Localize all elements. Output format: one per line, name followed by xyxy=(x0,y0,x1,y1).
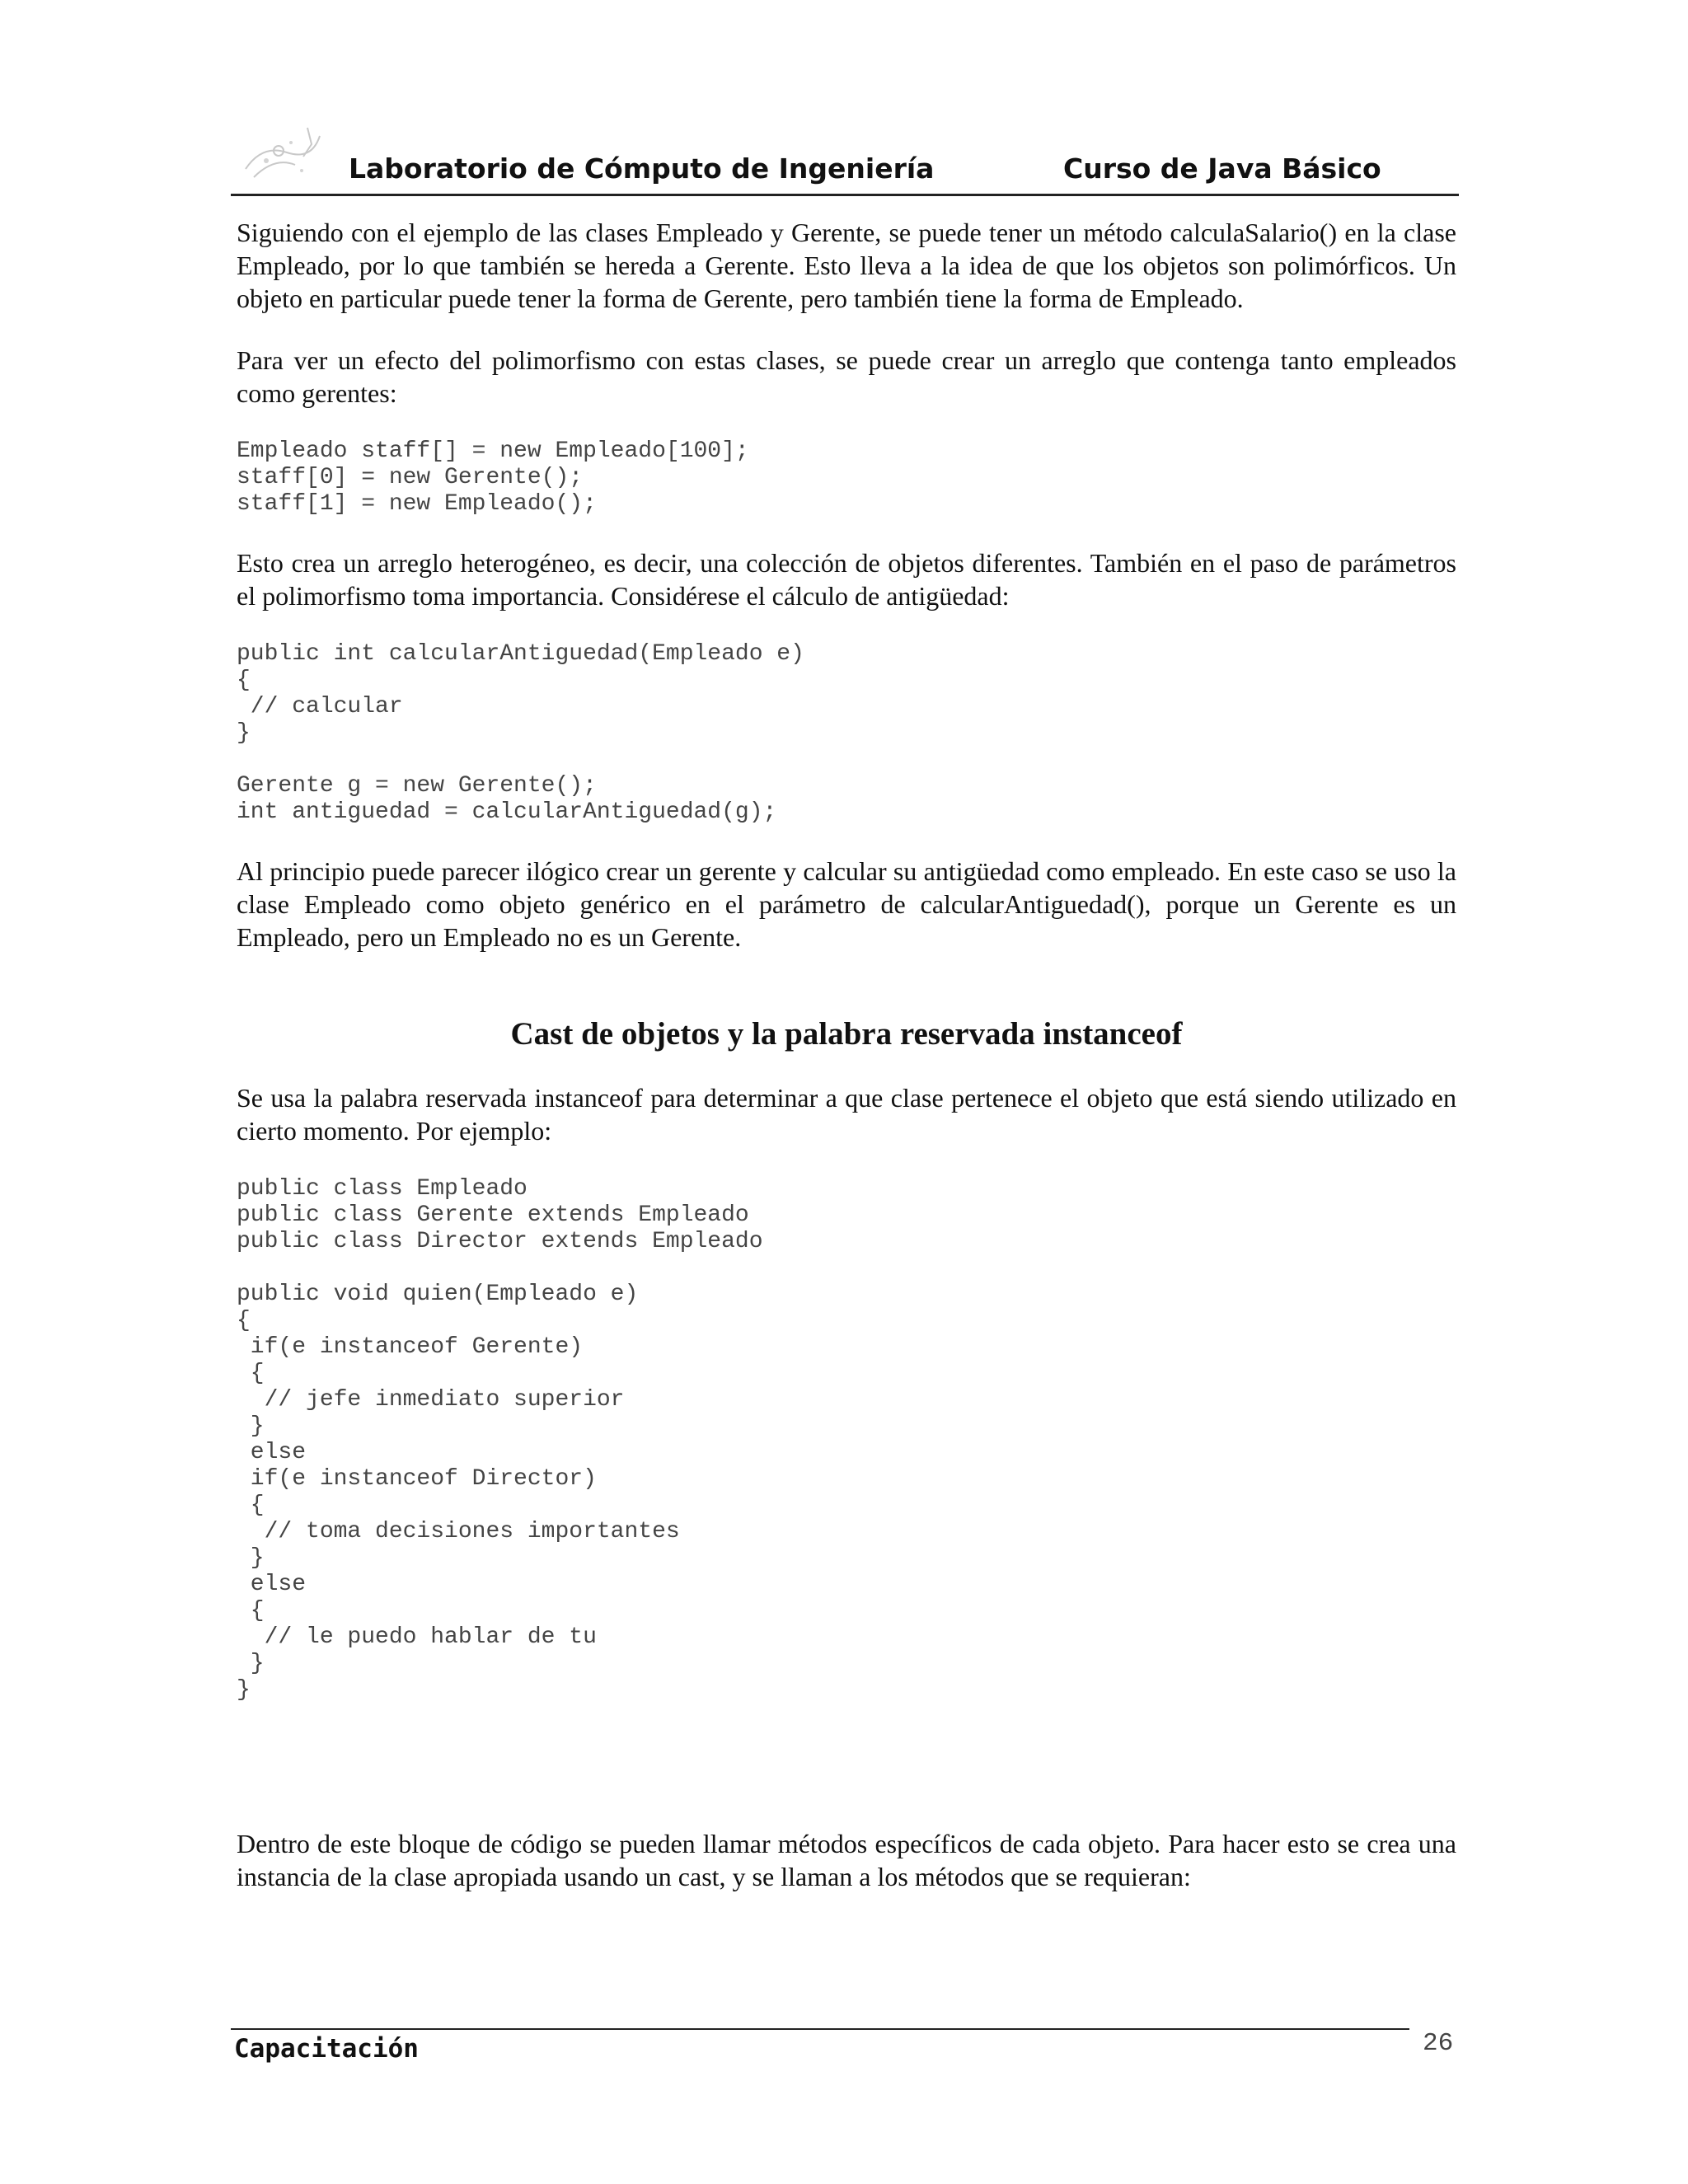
page-content xyxy=(237,216,1456,1893)
paragraph-polimorfismo-intro: Siguiendo con el ejemplo de las clases Empleado y Gerente, se puede tener un método calculaSalario() en la clase Empleado, por lo que también se hereda a Gerente. Esto lleva a la idea de que los objetos son polimórficos. Un objeto en particular puede tener la forma de Gerente, pero también tiene la forma de Empleado. xyxy=(237,218,1456,313)
paragraph-heterogeneo: Esto crea un arreglo heterogéneo, es decir, una colección de objetos diferentes. También en el paso de parámetros el polimorfismo toma importancia. Considérese el cálculo de antigüedad: xyxy=(237,548,1456,611)
footer-label: Capacitación xyxy=(234,2034,419,2064)
page-number: 26 xyxy=(1423,2029,1454,2058)
paragraph-instanceof: Se usa la palabra reservada instanceof para determinar a que clase pertenece el objeto que está siendo utilizado en cierto momento. Por ejemplo: xyxy=(237,1083,1456,1146)
footer-divider xyxy=(231,2028,1409,2030)
section-heading-instanceof: Cast de objetos y la palabra reservada instanceof xyxy=(510,1016,1183,1052)
code-block-staff: Empleado staff[] = new Empleado[100]; staff[0] = new Gerente(); staff[1] = new Empleado(); xyxy=(237,438,749,517)
header-left-title: Laboratorio de Cómputo de Ingeniería xyxy=(349,152,935,185)
code-block-quien: public class Empleado public class Gerente extends Empleado public class Director extends Empleado public void quien(Empleado e) { if(e instanceof Gerente) { // jefe inmediato superior } else if(e instanceof Director) { // toma decisiones importantes } else { // le puedo hablar de tu } } xyxy=(237,1176,763,1703)
paragraph-ilogico: Al principio puede parecer ilógico crear un gerente y calcular su antigüedad como empleado. En este caso se uso la clase Empleado como objeto genérico en el parámetro de calcularAntiguedad(), porque un Gerente es un Empleado, pero un Empleado no es un Gerente. xyxy=(237,856,1456,952)
page-header xyxy=(231,152,1459,196)
paragraph-arreglo: Para ver un efecto del polimorfismo con estas clases, se puede crear un arreglo que contenga tanto empleados como gerentes: xyxy=(237,345,1456,408)
paragraph-cast: Dentro de este bloque de código se pueden llamar métodos específicos de cada objeto. Para hacer esto se crea una instancia de la clase apropiada usando un cast, y se llaman a los métodos que se requieran: xyxy=(237,1829,1456,1891)
header-right-title: Curso de Java Básico xyxy=(1063,152,1381,185)
code-block-antiguedad: public int calcularAntiguedad(Empleado e) { // calcular } Gerente g = new Gerente(); int antiguedad = calcularAntiguedad(g); xyxy=(237,641,804,825)
